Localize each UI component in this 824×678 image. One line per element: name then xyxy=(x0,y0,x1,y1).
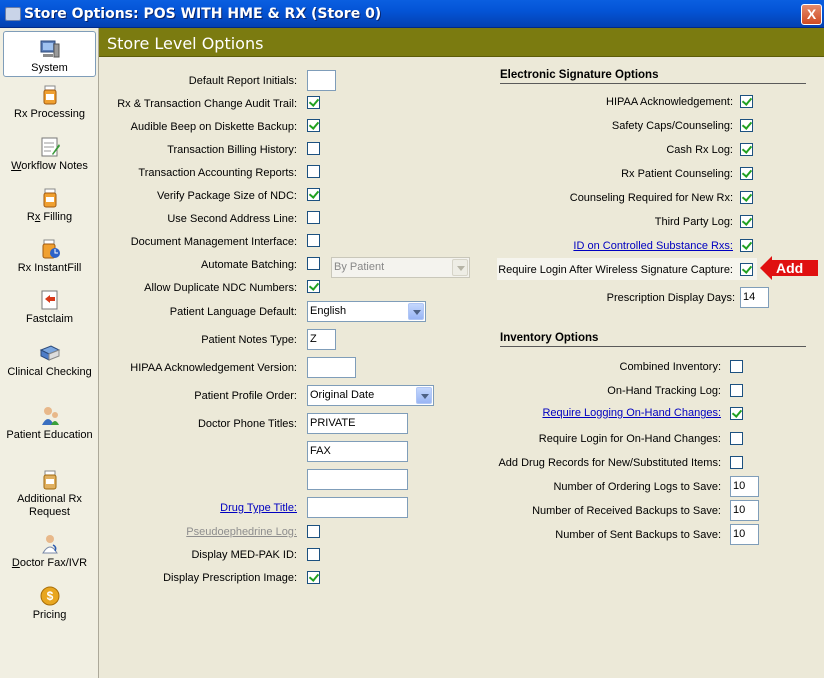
automate-batching-label: Automate Batching: xyxy=(200,259,297,271)
patient-language-value: English xyxy=(310,305,347,317)
window-title: Store Options: POS WITH HME & RX (Store 0) xyxy=(24,6,382,22)
audible-beep-checkbox[interactable] xyxy=(307,119,320,132)
ordering-logs-label: Number of Ordering Logs to Save: xyxy=(553,481,721,493)
display-medpak-label: Display MED-PAK ID: xyxy=(191,549,297,561)
second-address-checkbox[interactable] xyxy=(307,211,320,224)
rx-patient-counseling-label: Rx Patient Counseling: xyxy=(621,168,733,180)
rx-processing-icon xyxy=(39,84,61,106)
onhand-tracking-label: On-Hand Tracking Log: xyxy=(607,385,721,397)
accounting-reports-checkbox[interactable] xyxy=(307,165,320,178)
sidebar-item-system[interactable] xyxy=(3,31,96,77)
clinical-book-icon xyxy=(39,342,61,364)
esig-divider xyxy=(500,83,806,84)
doctor-phone-title-2-input[interactable]: FAX xyxy=(307,441,408,462)
counseling-required-checkbox[interactable] xyxy=(740,191,753,204)
display-medpak-checkbox[interactable] xyxy=(307,548,320,561)
automate-batching-checkbox[interactable] xyxy=(307,257,320,270)
patient-notes-type-label: Patient Notes Type: xyxy=(201,334,297,346)
notes-icon xyxy=(39,136,61,158)
drug-type-title-input[interactable] xyxy=(307,497,408,518)
sidebar-item-pricing[interactable] xyxy=(3,585,96,622)
sidebar-item-label: Rx Processing xyxy=(14,108,85,120)
safety-caps-label: Safety Caps/Counseling: xyxy=(611,120,733,132)
duplicate-ndc-checkbox[interactable] xyxy=(307,280,320,293)
sent-backups-label: Number of Sent Backups to Save: xyxy=(555,529,721,541)
sidebar-item-doctor-fax-ivr[interactable] xyxy=(3,533,96,570)
verify-package-checkbox[interactable] xyxy=(307,188,320,201)
received-backups-label: Number of Received Backups to Save: xyxy=(532,505,721,517)
onhand-tracking-checkbox[interactable] xyxy=(730,384,743,397)
sidebar-item-clinical-checking[interactable] xyxy=(3,342,96,379)
sidebar-item-label: Pricing xyxy=(32,609,67,621)
verify-package-label: Verify Package Size of NDC: xyxy=(156,190,297,202)
patient-education-icon xyxy=(39,405,61,427)
fastclaim-icon xyxy=(39,289,61,311)
close-button[interactable]: X xyxy=(801,4,822,25)
hipaa-version-input[interactable] xyxy=(307,357,356,378)
app-icon xyxy=(5,7,21,21)
require-login-wireless-label: Require Login After Wireless Signature Capture: xyxy=(498,264,733,276)
pill-bottle-icon xyxy=(39,187,61,209)
drug-type-title-link[interactable]: Drug Type Title: xyxy=(220,502,297,514)
page-title: Store Level Options xyxy=(107,34,264,53)
patient-notes-type-input[interactable]: Z xyxy=(307,329,336,350)
id-controlled-link[interactable]: ID on Controlled Substance Rxs: xyxy=(573,240,733,252)
sidebar-item-label: System xyxy=(31,62,68,74)
title-bar xyxy=(0,0,824,28)
accounting-reports-label: Transaction Accounting Reports: xyxy=(138,167,297,179)
sidebar-item-label: Workflow Notes xyxy=(11,160,88,172)
received-backups-input[interactable]: 10 xyxy=(730,500,759,521)
sidebar-item-rx-instantfill[interactable] xyxy=(3,238,96,275)
rx-audit-checkbox[interactable] xyxy=(307,96,320,109)
safety-caps-checkbox[interactable] xyxy=(740,119,753,132)
hipaa-version-label: HIPAA Acknowledgement Version: xyxy=(130,362,297,374)
audible-beep-label: Audible Beep on Diskette Backup: xyxy=(130,121,297,133)
cash-rx-log-checkbox[interactable] xyxy=(740,143,753,156)
id-controlled-checkbox[interactable] xyxy=(740,239,753,252)
profile-order-label: Patient Profile Order: xyxy=(194,390,297,402)
esig-hipaa-checkbox[interactable] xyxy=(740,95,753,108)
doctor-fax-icon xyxy=(39,533,61,555)
additional-rx-icon xyxy=(39,469,61,491)
counseling-required-label: Counseling Required for New Rx: xyxy=(569,192,733,204)
display-rx-image-label: Display Prescription Image: xyxy=(163,572,297,584)
add-drug-records-checkbox[interactable] xyxy=(730,456,743,469)
sidebar-item-label: Patient Education xyxy=(6,429,93,441)
combined-inventory-checkbox[interactable] xyxy=(730,360,743,373)
sidebar-item-rx-processing[interactable] xyxy=(3,84,96,121)
rx-display-days-input[interactable]: 14 xyxy=(740,287,769,308)
esig-section-title: Electronic Signature Options xyxy=(500,69,659,81)
sidebar-item-label: Additional Rx Request xyxy=(17,493,82,518)
sidebar-item-label: Rx Filling xyxy=(26,211,73,223)
dollar-coin-icon xyxy=(39,585,61,607)
third-party-log-label: Third Party Log: xyxy=(654,216,733,228)
batching-mode-value: By Patient xyxy=(334,261,385,273)
cash-rx-log-label: Cash Rx Log: xyxy=(666,144,733,156)
document-mgmt-label: Document Management Interface: xyxy=(130,236,297,248)
document-mgmt-checkbox[interactable] xyxy=(307,234,320,247)
rx-display-days-label: Prescription Display Days: xyxy=(606,292,735,304)
display-rx-image-checkbox[interactable] xyxy=(307,571,320,584)
add-drug-records-label: Add Drug Records for New/Substituted Items: xyxy=(498,457,721,469)
pseudoephedrine-log-checkbox[interactable] xyxy=(307,525,320,538)
sidebar-item-label: Clinical Checking xyxy=(7,366,92,378)
profile-order-value: Original Date xyxy=(310,389,375,401)
sent-backups-input[interactable]: 10 xyxy=(730,524,759,545)
duplicate-ndc-label: Allow Duplicate NDC Numbers: xyxy=(144,282,297,294)
require-login-onhand-label: Require Login for On-Hand Changes: xyxy=(538,433,721,445)
profile-order-select[interactable] xyxy=(307,385,434,406)
second-address-label: Use Second Address Line: xyxy=(167,213,297,225)
chevron-down-icon[interactable] xyxy=(408,303,424,320)
combined-inventory-label: Combined Inventory: xyxy=(619,361,721,373)
rx-audit-label: Rx & Transaction Change Audit Trail: xyxy=(117,98,297,110)
chevron-down-icon[interactable] xyxy=(416,387,432,404)
main-panel xyxy=(99,28,824,678)
sidebar-item-additional-rx-request[interactable] xyxy=(3,469,96,519)
require-login-onhand-checkbox[interactable] xyxy=(730,432,743,445)
sidebar-item-label: Fastclaim xyxy=(25,313,74,325)
sidebar-item-fastclaim[interactable] xyxy=(3,289,96,326)
add-badge-label: Add xyxy=(776,260,804,276)
chevron-down-icon xyxy=(452,259,468,276)
patient-language-select[interactable] xyxy=(307,301,426,322)
default-report-initials-input[interactable] xyxy=(307,70,336,91)
sidebar-item-label: Rx InstantFill xyxy=(17,262,82,274)
doctor-phone-title-3-input[interactable] xyxy=(307,469,408,490)
doctor-phone-titles-label: Doctor Phone Titles: xyxy=(197,418,297,430)
section-header xyxy=(99,28,824,57)
require-logging-checkbox[interactable] xyxy=(730,407,743,420)
sidebar-item-workflow-notes[interactable] xyxy=(3,136,96,173)
ordering-logs-input[interactable]: 10 xyxy=(730,476,759,497)
billing-history-label: Transaction Billing History: xyxy=(167,144,297,156)
inventory-section-title: Inventory Options xyxy=(500,332,599,344)
computer-icon xyxy=(39,38,61,60)
batching-mode-select xyxy=(331,257,470,278)
sidebar-item-label: Doctor Fax/IVR xyxy=(11,557,88,569)
require-login-wireless-checkbox[interactable] xyxy=(740,263,753,276)
svg-text:$: $ xyxy=(46,589,53,603)
pseudoephedrine-log-label: Pseudoephedrine Log: xyxy=(186,526,297,538)
sidebar-item-patient-education[interactable] xyxy=(3,405,96,442)
sidebar-item-rx-filling[interactable] xyxy=(3,187,96,224)
doctor-phone-title-1-input[interactable]: PRIVATE xyxy=(307,413,408,434)
inventory-divider xyxy=(500,346,806,347)
instantfill-icon xyxy=(39,238,61,260)
third-party-log-checkbox[interactable] xyxy=(740,215,753,228)
billing-history-checkbox[interactable] xyxy=(307,142,320,155)
rx-patient-counseling-checkbox[interactable] xyxy=(740,167,753,180)
sidebar xyxy=(0,28,99,678)
patient-language-label: Patient Language Default: xyxy=(169,306,297,318)
require-logging-link[interactable]: Require Logging On-Hand Changes: xyxy=(542,407,721,419)
default-report-initials-label: Default Report Initials: xyxy=(188,75,297,87)
esig-hipaa-label: HIPAA Acknowledgement: xyxy=(606,96,733,108)
